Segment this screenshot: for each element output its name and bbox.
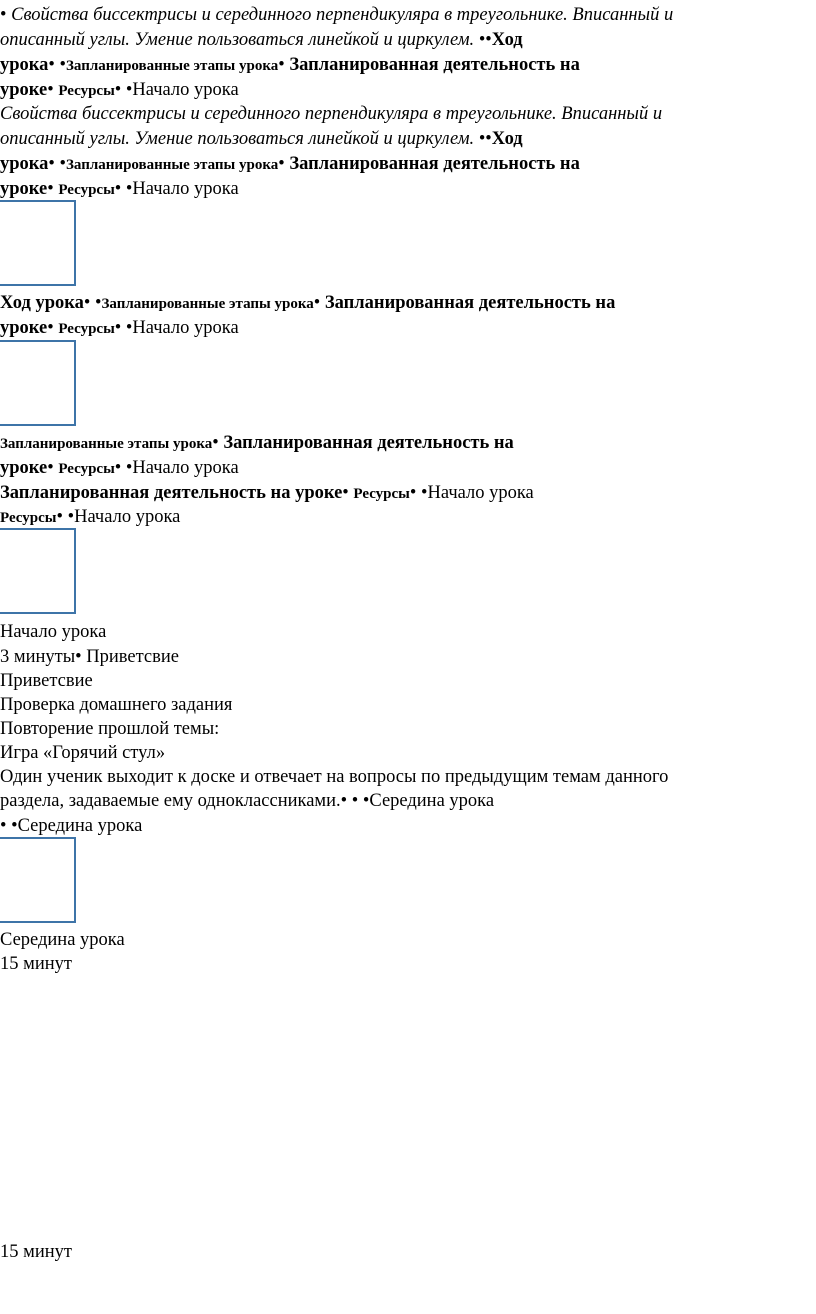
bullet: • (125, 179, 133, 199)
bullet: • (95, 293, 102, 313)
bullet: • (47, 318, 54, 338)
bullet: • (0, 5, 7, 25)
heading-text: уроке (0, 80, 48, 100)
doc-line (0, 127, 523, 152)
heading-text: уроке (0, 318, 48, 338)
body-text: 3 минуты (0, 647, 76, 667)
bullet: • (340, 791, 348, 811)
body-text: Приветсвие (86, 647, 179, 667)
body-text: Середина урока (17, 816, 143, 836)
heading-text: Ресурсы (58, 83, 115, 99)
bullet: • (278, 154, 285, 174)
body-text: Начало урока (132, 318, 239, 338)
body-text: Игра «Горячий стул» (0, 743, 166, 763)
doc-line (0, 645, 179, 670)
body-text: Начало урока (74, 507, 181, 527)
body-text: 15 минут (0, 1242, 72, 1262)
doc-line (0, 152, 580, 178)
body-text: Середина урока (0, 930, 125, 950)
bullet: • (351, 791, 359, 811)
bullet: • (47, 80, 54, 100)
bullet: • (114, 179, 122, 199)
bullet: • (114, 80, 122, 100)
heading-text: урока (0, 154, 49, 174)
bullet: • (75, 647, 82, 667)
bullet: • (11, 816, 18, 836)
heading-text: Ход (491, 30, 523, 50)
heading-text: Ресурсы (58, 461, 115, 477)
doc-line (0, 456, 239, 482)
bullet: • (125, 458, 133, 478)
doc-line (0, 505, 180, 531)
bullet: • (47, 458, 54, 478)
image-placeholder (0, 528, 76, 614)
bullet: • (56, 507, 63, 527)
bullet: • (421, 483, 428, 503)
bullet: • (59, 154, 67, 174)
doc-line (0, 814, 142, 839)
body-text: раздела, задаваемые ему одноклассниками. (0, 791, 341, 811)
heading-text: Ресурсы (0, 510, 57, 526)
body-text: Начало урока (132, 458, 239, 478)
heading-text: Ресурсы (353, 486, 410, 502)
body-text: Проверка домашнего задания (0, 695, 233, 715)
doc-line (0, 3, 673, 28)
body-text: Начало урока (427, 483, 534, 503)
heading-text: Запланированная деятельность на (289, 154, 580, 174)
bullet: • (212, 433, 219, 453)
body-text: Повторение прошлой темы: (0, 719, 220, 739)
heading-text: Запланированная деятельность на (324, 293, 616, 313)
topic-text: описанный углы. Умение пользоваться линейкой и циркулем. (0, 30, 475, 50)
heading-text: Запланированные этапы урока (101, 296, 314, 312)
bullet: • (114, 318, 122, 338)
bullet: • (48, 55, 55, 75)
heading-text: Запланированные этапы урока (66, 58, 279, 74)
heading-text: Ход урока (0, 293, 84, 313)
heading-text: Запланированная деятельность на (223, 433, 514, 453)
heading-text: Запланированная деятельность на (289, 55, 580, 75)
doc-line (0, 177, 239, 203)
bullet: • (67, 507, 75, 527)
bullet: • (409, 483, 417, 503)
heading-text: Запланированные этапы урока (0, 436, 213, 452)
body-text: Начало урока (132, 80, 239, 100)
topic-text: Свойства биссектрисы и серединного перпендикуляра в треугольнике. Вписанный и (0, 104, 663, 124)
heading-text: Запланированные этапы урока (66, 157, 279, 173)
doc-line (0, 53, 580, 79)
body-text: Один ученик выходит к доске и отвечает на вопросы по предыдущим темам данного (0, 767, 669, 787)
bullet: • (59, 55, 67, 75)
heading-text: урока (0, 55, 49, 75)
doc-line (0, 316, 239, 342)
bullet: • (342, 483, 349, 503)
doc-line (0, 78, 239, 104)
bullet: • (478, 30, 486, 50)
body-text: Приветсвие (0, 671, 93, 691)
doc-line (0, 789, 494, 814)
bullet: • (478, 129, 486, 149)
bullet: • (83, 293, 91, 313)
bullet: • (125, 80, 133, 100)
heading-text: Ресурсы (58, 321, 115, 337)
image-placeholder (0, 340, 76, 426)
body-text: Середина урока (369, 791, 495, 811)
bullet: • (485, 30, 492, 50)
topic-text: Свойства биссектрисы и серединного перпендикуляра в треугольнике. Вписанный и (11, 5, 674, 25)
doc-line (0, 481, 534, 507)
body-text: 15 минут (0, 954, 72, 974)
image-placeholder (0, 200, 76, 286)
heading-text: Ход (491, 129, 523, 149)
bullet: • (485, 129, 492, 149)
bullet: • (125, 318, 133, 338)
bullet: • (114, 458, 122, 478)
heading-text: Запланированная деятельность на уроке (0, 483, 343, 503)
doc-line (0, 431, 514, 457)
body-text: Начало урока (132, 179, 239, 199)
bullet: • (313, 293, 321, 313)
heading-text: уроке (0, 458, 48, 478)
doc-line (0, 102, 662, 127)
doc-line (0, 28, 523, 53)
bullet: • (48, 154, 55, 174)
bullet: • (362, 791, 370, 811)
topic-text: описанный углы. Умение пользоваться линейкой и циркулем. (0, 129, 475, 149)
body-text: Начало урока (0, 622, 107, 642)
bullet: • (0, 816, 7, 836)
heading-text: уроке (0, 179, 48, 199)
heading-text: Ресурсы (58, 182, 115, 198)
image-placeholder (0, 837, 76, 923)
bullet: • (47, 179, 54, 199)
bullet: • (278, 55, 285, 75)
doc-line (0, 291, 615, 317)
